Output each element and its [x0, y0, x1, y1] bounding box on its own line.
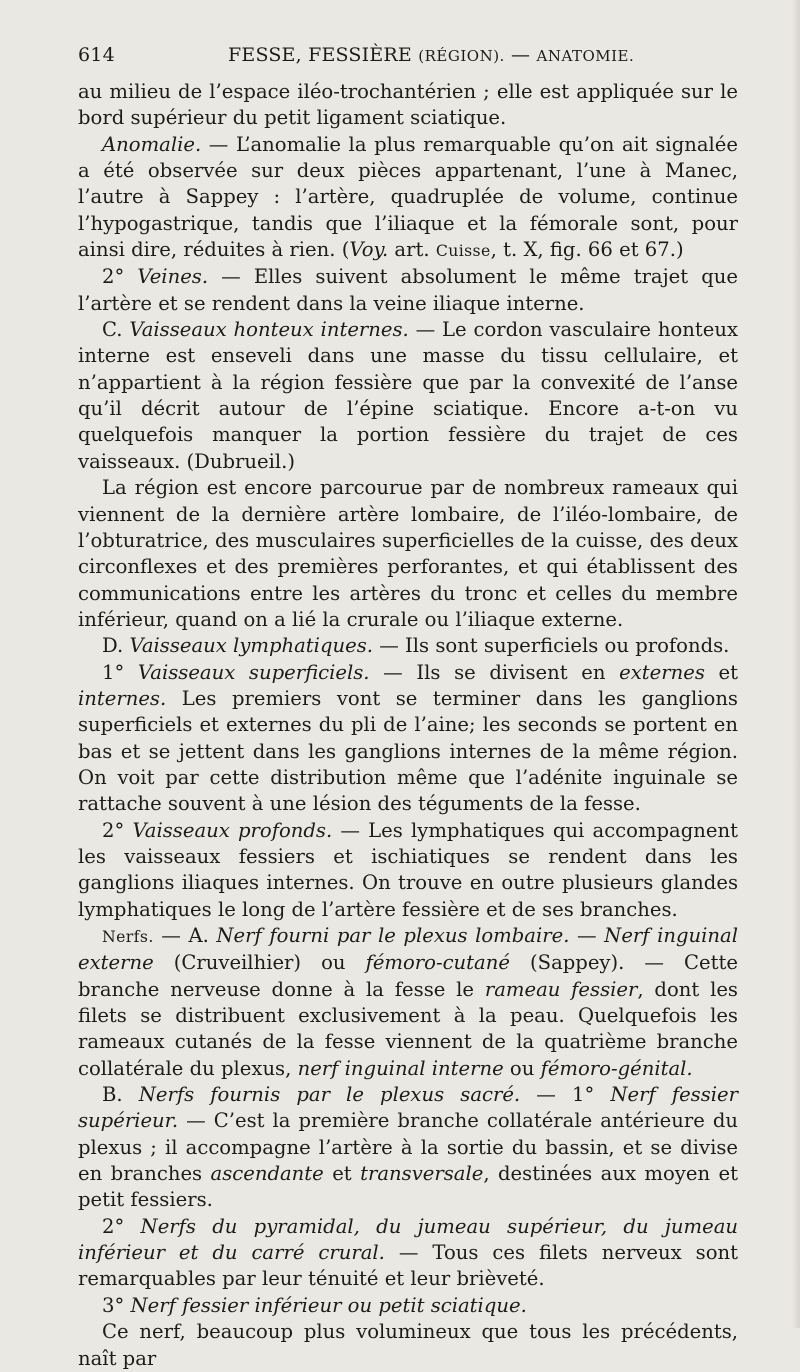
page-edge-shadow — [792, 0, 800, 1328]
paragraph-lymphatiques: D. Vaisseaux lymphatiques. — Ils sont superficiels ou profonds. — [102, 634, 730, 658]
body-text — [78, 79, 738, 1372]
paragraph-petit-sciatique: 3° Nerf fessier inférieur ou petit sciatique. — [102, 1293, 527, 1317]
paragraph-veines: 2° Veines. — Elles suivent absolument le même trajet que l’artère et se rendent dans la veine iliaque interne. — [78, 265, 738, 315]
paragraph-vaisseaux-superficiels: 1° Vaisseaux superficiels. — Ils se divisent en externes et internes. Les premiers vont se terminer dans les ganglions superficiels et externes du pli de l’aine; les seconds se portent en bas et se jettent dans les ganglions internes de la même région. On voit par cette distribution même que l’adénite inguinale se rattache souvent à une lésion des téguments de la fesse. — [78, 660, 739, 816]
running-title: FESSE, FESSIÈRE (RÉGION). — ANATOMIE. — [228, 44, 635, 66]
paragraph-vaisseaux-profonds: 2° Vaisseaux profonds. — Les lymphatiques qui accompagnent les vaisseaux fessiers et ischiatiques se rendent dans les ganglions iliaques internes. On trouve en outre plusieurs glandes lymphatiques le long de l’artère fessière et de ses branches. — [78, 818, 738, 921]
paragraph-anomalie: Anomalie. — L’anomalie la plus remarquable qu’on ait signalée a été observée sur deux pièces appartenant, l’une à Manec, l’autre à Sappey : l’artère, quadruplée de volume, continue l’hypogastrique, tandis que l’iliaque et la fémorale sont, pour ainsi dire, réduites à rien. (Voy. art. Cuisse, t. X, fig. 66 et 67.) — [78, 132, 738, 262]
paragraph-continuation: au milieu de l’espace iléo-trochantérien ; elle est appliquée sur le bord supérieur du petit ligament sciatique. — [78, 80, 738, 130]
page-number: 614 — [78, 44, 115, 66]
paragraph-plexus-sacre: B. Nerfs fournis par le plexus sacré. — 1° Nerf fessier supérieur. — C’est la première branche collatérale antérieure du plexus ; il accompagne l’artère à la sortie du bassin, et se divise en branches ascendante et transversale, destinées aux moyen et petit fessiers. — [78, 1083, 739, 1212]
paragraph-nerfs: Nerfs. — A. Nerf fourni par le plexus lombaire. — Nerf inguinal externe (Cruveilhier) ou fémoro-cutané (Sappey). — Cette branche nerveuse donne à la fesse le rameau fessier, dont les filets se distribuent exclusivement à la peau. Quelquefois les rameaux cutanés de la fesse viennent de la quatrième branche collatérale du plexus, nerf inguinal interne ou fémoro-génital. — [78, 924, 738, 1080]
paragraph-rameaux: La région est encore parcourue par de nombreux rameaux qui viennent de la dernière artère lombaire, de l’iléo-lombaire, de l’obturatrice, des musculaires superficielles de la cuisse, des deux circonflexes et des premières perforantes, et qui établissent des communications entre les artères du tronc et celles du membre inférieur, quand on a lié la crurale ou l’iliaque externe. — [78, 476, 738, 631]
paragraph-ce-nerf: Ce nerf, beaucoup plus volumineux que tous les précédents, naît par — [78, 1320, 738, 1370]
running-header — [78, 44, 758, 76]
paragraph-vaisseaux-honteux: C. Vaisseaux honteux internes. — Le cordon vasculaire honteux interne est enseveli dans une masse du tissu cellulaire, et n’appartient à la région fessière que par la convexité de l’anse qu’il décrit autour de l’épine sciatique. Encore a-t-on vu quelquefois manquer la portion fessière du trajet de ces vaisseaux. (Dubrueil.) — [78, 318, 738, 473]
paragraph-nerfs-pyramidal: 2° Nerfs du pyramidal, du jumeau supérieur, du jumeau inférieur et du carré crural. — Tous ces filets nerveux sont remarquables par leur ténuité et leur brièveté. — [78, 1214, 738, 1291]
